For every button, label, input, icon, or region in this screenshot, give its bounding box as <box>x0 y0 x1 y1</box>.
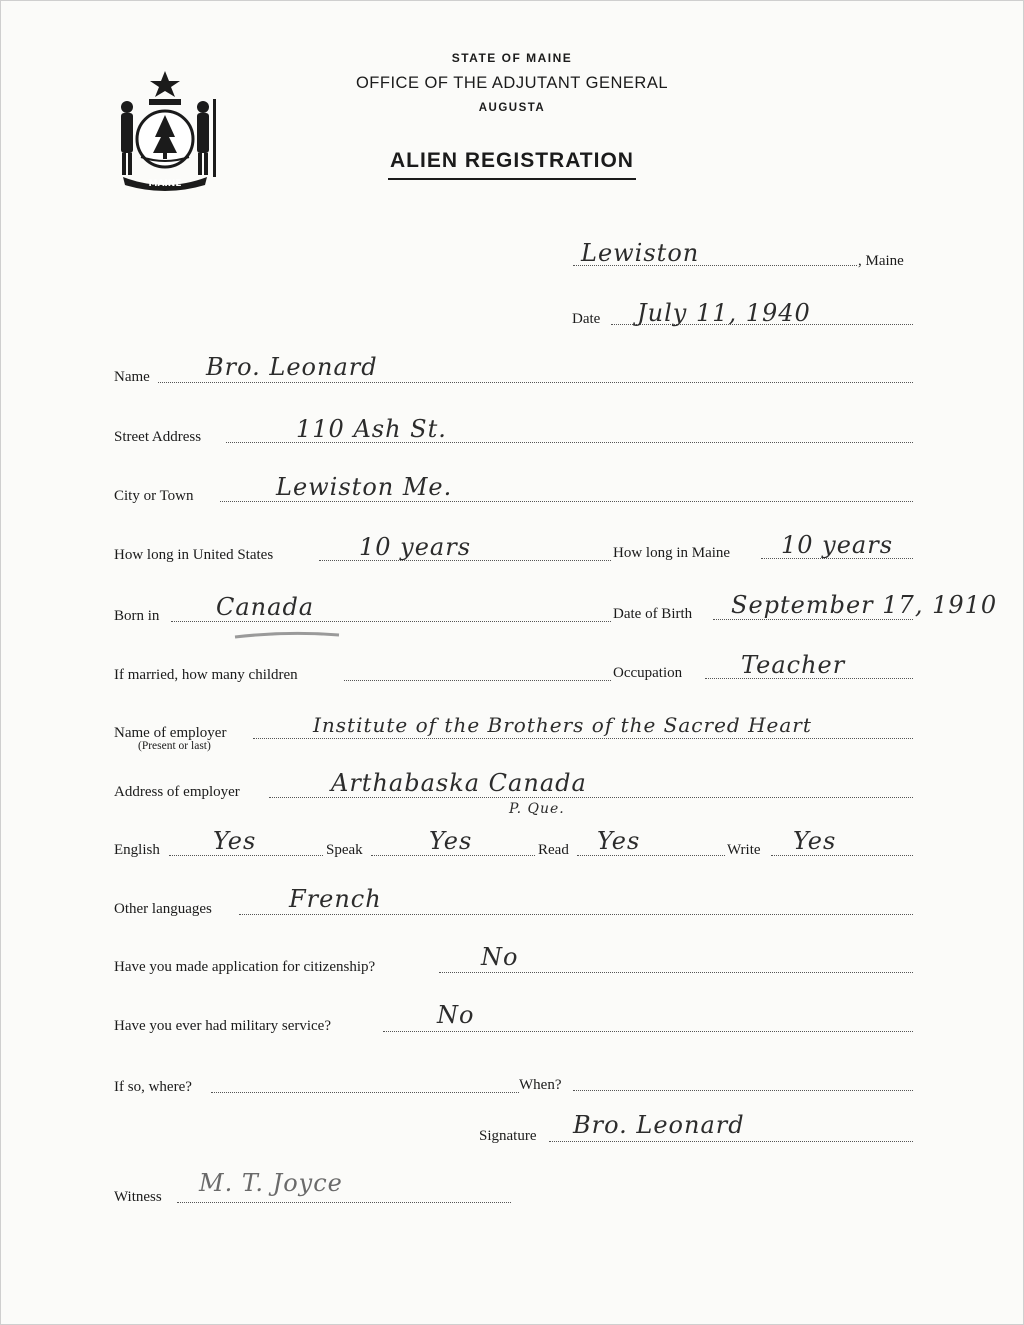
citizenship-line <box>439 972 913 973</box>
witness-line <box>177 1202 511 1203</box>
speak-label: Speak <box>326 842 363 858</box>
write-value: Yes <box>793 827 837 855</box>
english-label: English <box>114 842 160 858</box>
other-languages-value: French <box>289 885 382 913</box>
header-state: STATE OF MAINE <box>451 51 573 65</box>
speak-value: Yes <box>429 827 473 855</box>
employer-address-value: Arthabaska Canada <box>331 769 587 797</box>
svg-text:MAINE: MAINE <box>148 179 182 189</box>
married-line <box>344 680 611 681</box>
other-languages-line <box>239 914 913 915</box>
born-in-label: Born in <box>114 608 160 624</box>
employer-value: Institute of the Brothers of the Sacred Heart <box>313 713 812 737</box>
maine-label: , Maine <box>858 253 904 269</box>
dob-label: Date of Birth <box>613 606 693 622</box>
when-label: When? <box>519 1077 562 1093</box>
header-office: OFFICE OF THE ADJUTANT GENERAL <box>355 74 669 92</box>
long-maine-label: How long in Maine <box>613 545 731 561</box>
city-value: Lewiston Me. <box>276 473 453 501</box>
employer-line <box>253 738 913 739</box>
city-line <box>220 501 913 502</box>
signature-line <box>549 1141 913 1142</box>
pencil-underline <box>233 631 341 639</box>
employer-sublabel: (Present or last) <box>138 740 211 752</box>
read-value: Yes <box>597 827 641 855</box>
employer-address-label: Address of employer <box>114 784 240 800</box>
signature-label: Signature <box>479 1128 537 1144</box>
long-maine-value: 10 years <box>781 531 894 559</box>
employer-address-line <box>269 797 913 798</box>
city-label: City or Town <box>114 488 194 504</box>
citizenship-label: Have you made application for citizenship? <box>114 959 376 975</box>
when-line <box>573 1090 913 1091</box>
born-in-value: Canada <box>216 593 315 621</box>
long-us-value: 10 years <box>359 533 472 561</box>
name-value: Bro. Leonard <box>206 353 378 381</box>
write-label: Write <box>727 842 761 858</box>
occupation-label: Occupation <box>613 665 683 681</box>
witness-label: Witness <box>114 1189 162 1205</box>
name-line <box>158 382 913 383</box>
dob-line <box>713 619 913 620</box>
born-in-line <box>171 621 611 622</box>
long-us-label: How long in United States <box>114 547 274 563</box>
street-value: 110 Ash St. <box>296 415 447 443</box>
employer-label: Name of employer (Present or last) <box>114 725 227 752</box>
date-value: July 11, 1940 <box>637 299 811 327</box>
read-line <box>577 855 725 856</box>
military-line <box>383 1031 913 1032</box>
name-label: Name <box>114 369 150 385</box>
english-line <box>169 855 323 856</box>
occupation-value: Teacher <box>741 651 846 679</box>
street-label: Street Address <box>114 429 202 445</box>
signature-value: Bro. Leonard <box>573 1111 745 1139</box>
citizenship-value: No <box>481 943 519 971</box>
read-label: Read <box>538 842 569 858</box>
military-label: Have you ever had military service? <box>114 1018 331 1034</box>
date-label: Date <box>572 311 601 327</box>
other-languages-label: Other languages <box>114 901 212 917</box>
speak-line <box>371 855 535 856</box>
dob-value: September 17, 1910 <box>731 591 998 619</box>
form-title: ALIEN REGISTRATION <box>1 149 1023 173</box>
where-line <box>211 1092 519 1093</box>
where-label: If so, where? <box>114 1079 192 1095</box>
english-value: Yes <box>213 827 257 855</box>
place-value: Lewiston <box>581 239 700 267</box>
military-value: No <box>437 1001 475 1029</box>
header-city: AUGUSTA <box>478 102 546 114</box>
write-line <box>771 855 913 856</box>
witness-value: M. T. Joyce <box>199 1169 343 1197</box>
employer-address-note: P. Que. <box>509 801 565 817</box>
married-label: If married, how many children <box>114 667 298 683</box>
